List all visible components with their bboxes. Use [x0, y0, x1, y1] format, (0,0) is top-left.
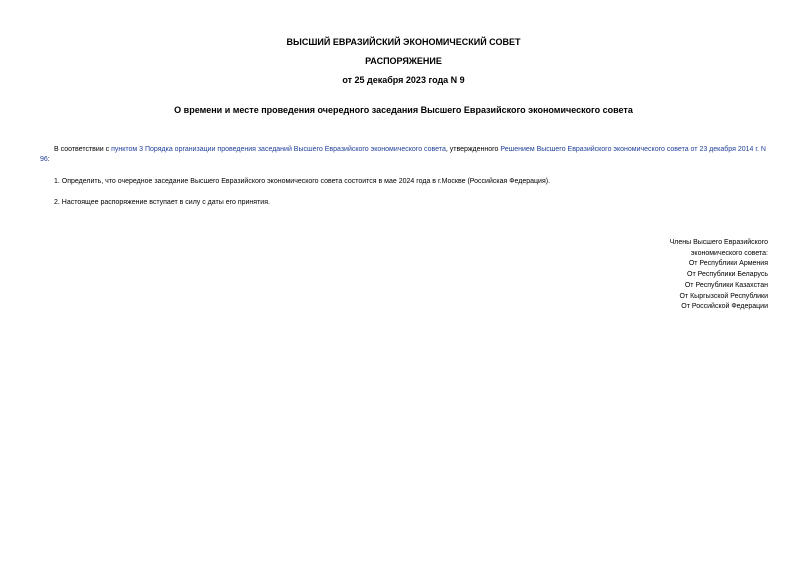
signatories-block [568, 238, 768, 313]
signatories-heading-line2: экономического совета: [690, 249, 768, 257]
clause-2: 2. Настоящее распоряжение вступает в силу с даты его принятия. [54, 199, 270, 206]
signatory-belarus: От Республики Беларусь [687, 271, 768, 279]
decision-link[interactable]: Решением Высшего Евразийского экономического совета от 23 декабря 2014 г. N 96 [40, 146, 766, 163]
signatory-russia: От Российской Федерации [681, 303, 768, 311]
signatory-kazakhstan: От Республики Казахстан [684, 281, 768, 289]
signatory-armenia: От Республики Армения [688, 260, 768, 268]
signatory-kyrgyzstan: От Кыргызской Республики [679, 292, 768, 300]
document-date-number: от 25 декабря 2023 года N 9 [342, 75, 465, 85]
document-subject: О времени и месте проведения очередного заседания Высшего Евразийского экономического совета [174, 105, 633, 115]
signatories-heading-line1: Члены Высшего Евразийского [669, 239, 768, 246]
preamble-paragraph [40, 145, 770, 165]
preamble-middle: , утвержденного [445, 146, 501, 153]
preamble-suffix: : [47, 156, 50, 163]
clause-1: 1. Определить, что очередное заседание Высшего Евразийского экономического совета состоится в мае 2024 года в г.Москве (Российская Федерация). [54, 178, 551, 185]
issuing-body-title: ВЫСШИЙ ЕВРАЗИЙСКИЙ ЭКОНОМИЧЕСКИЙ СОВЕТ [286, 37, 521, 47]
document-type: РАСПОРЯЖЕНИЕ [365, 56, 442, 66]
preamble-prefix: В соответствии с [54, 146, 112, 153]
procedure-link[interactable]: пунктом 3 Порядка организации проведения заседаний Высшего Евразийского экономического совета [111, 146, 446, 153]
